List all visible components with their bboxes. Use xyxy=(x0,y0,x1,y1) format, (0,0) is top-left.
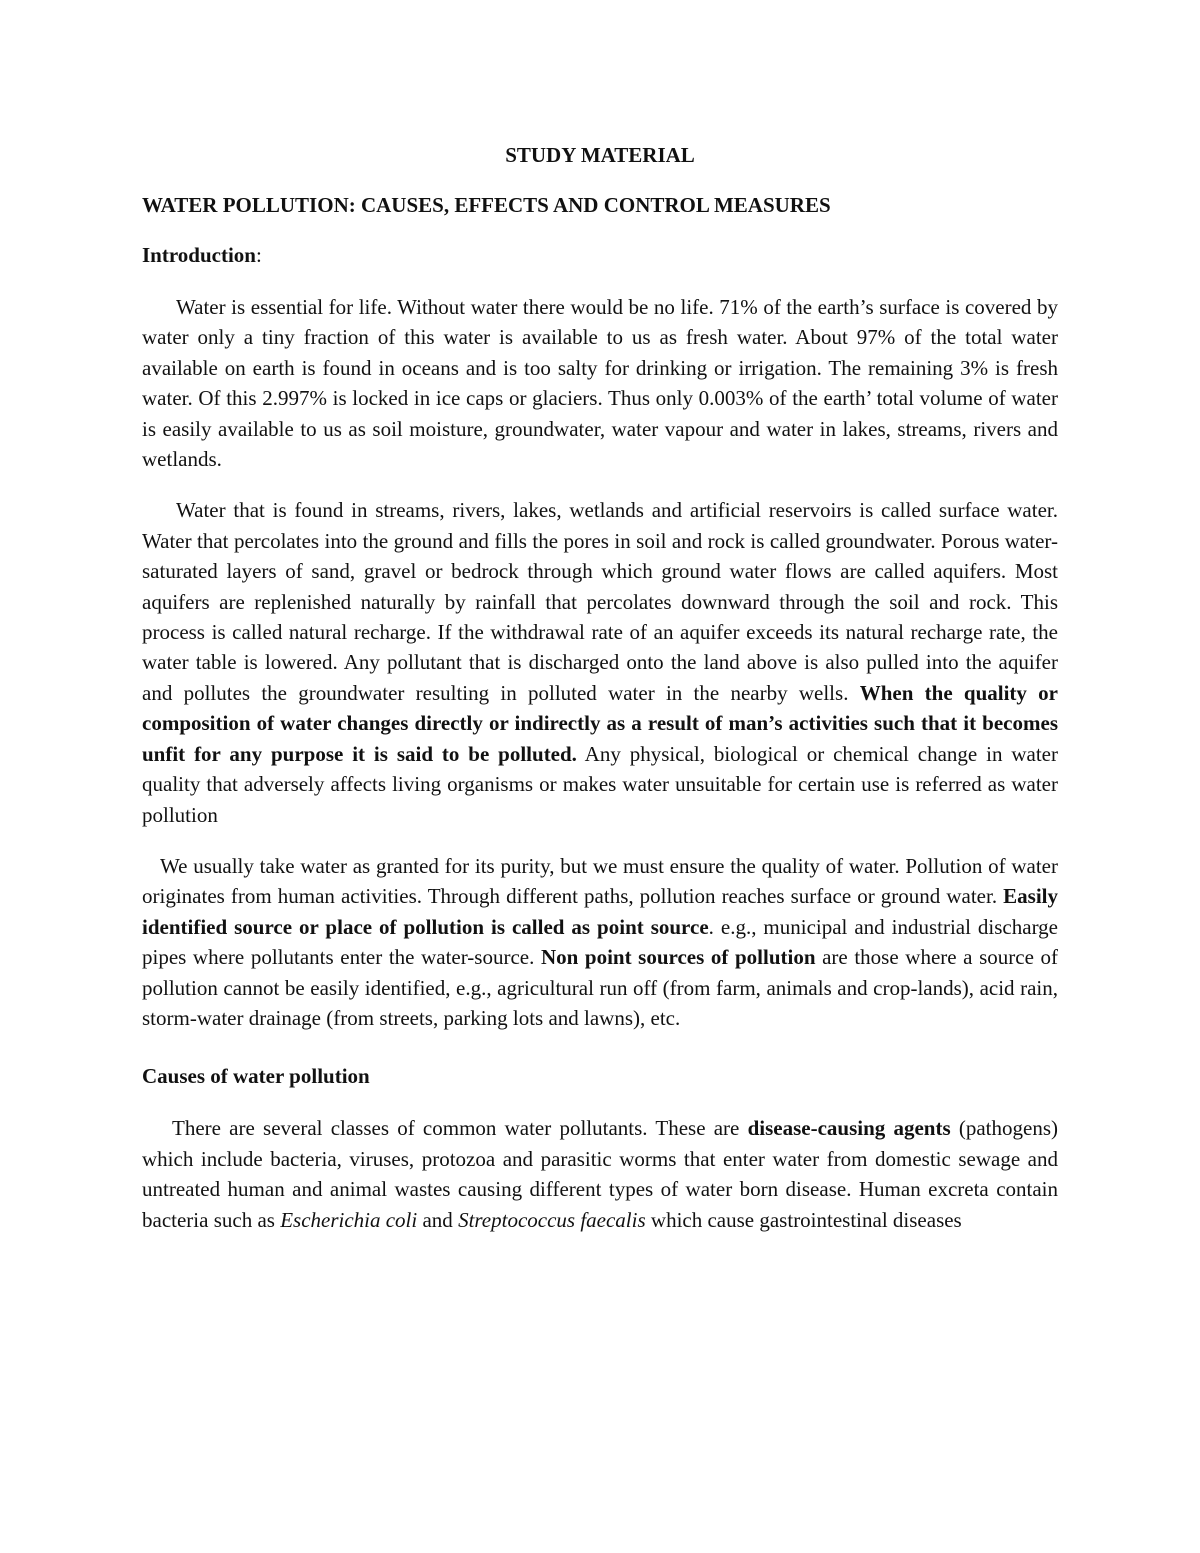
para3-bold-non-point-source: Non point sources of pollution xyxy=(540,945,816,970)
para4-text-b: (pathogens) which include bacteria, viruses, protozoa and parasitic worms that enter water from domestic sewage and untreated human and animal wastes causing different types of water born disease. Human excreta contain bacteria such as xyxy=(142,1116,1058,1232)
document-page xyxy=(142,140,1058,1235)
para3-text-b: . e.g., municipal and industrial discharge pipes where pollutants enter the water-source. xyxy=(142,914,1058,970)
para4-italic-ecoli: Escherichia coli xyxy=(280,1207,418,1232)
para4-text-c: and xyxy=(417,1207,459,1232)
para3-text-c: are those where a source of pollution cannot be easily identified, e.g., agricultural run off (from farm, animals and crop-lands), acid rain, storm-water drainage (from streets, parking lots and lawns), etc. xyxy=(142,945,1058,1030)
introduction-heading-colon: : xyxy=(255,243,262,267)
causes-paragraph-1 xyxy=(142,1113,1058,1235)
para4-bold-agents: disease-causing agents xyxy=(747,1116,951,1141)
para4-italic-streptococcus: Streptococcus faecalis xyxy=(458,1207,646,1232)
para2-bold-definition: When the quality or composition of water changes directly or indirectly as a result of man’s activities such that it becomes unfit for any purpose it is said to be polluted. xyxy=(142,680,1058,766)
document-title: STUDY MATERIAL xyxy=(505,143,695,167)
introduction-paragraph-3 xyxy=(142,851,1058,1033)
para4-text-d: which cause gastrointestinal diseases xyxy=(645,1207,962,1232)
introduction-paragraph-1: Water is essential for life. Without water there would be no life. 71% of the earth’s surface is covered by water only a tiny fraction of this water is available to us as fresh water. About 97% of the total water available on earth is found in oceans and is too salty for drinking or irrigation. The remaining 3% is fresh water. Of this 2.997% is locked in ice caps or glaciers. Thus only 0.003% of the earth’ total volume of water is easily available to us as soil moisture, groundwater, water vapour and water in lakes, streams, rivers and wetlands. xyxy=(142,295,1058,472)
para4-text-a: There are several classes of common water pollutants. These are xyxy=(172,1116,748,1141)
introduction-paragraph-2 xyxy=(142,495,1058,829)
introduction-heading xyxy=(142,240,1058,270)
para2-text-b: Any physical, biological or chemical change in water quality that adversely affects living organisms or makes water unsuitable for certain use is referred as water pollution xyxy=(142,741,1058,827)
introduction-heading-text: Introduction xyxy=(142,243,256,267)
para2-text-a: Water that is found in streams, rivers, lakes, wetlands and artificial reservoirs is called surface water. Water that percolates into the ground and fills the pores in soil and rock is called groundwater. Porous water-saturated layers of sand, gravel or bedrock through which ground water flows are called aquifers. Most aquifers are replenished naturally by rainfall that percolates downward through the soil and rock. This process is called natural recharge. If the withdrawal rate of an aquifer exceeds its natural recharge rate, the water table is lowered. Any pollutant that is discharged onto the land above is also pulled into the aquifer and pollutes the groundwater resulting in polluted water in the nearby wells. xyxy=(142,498,1058,705)
causes-heading: Causes of water pollution xyxy=(142,1064,370,1089)
para3-bold-point-source: Easily identified source or place of pollution is called as point source xyxy=(142,884,1058,939)
para3-text-a: We usually take water as granted for its purity, but we must ensure the quality of water. Pollution of water originates from human activities. Through different paths, pollution reaches surface or ground water. xyxy=(142,853,1058,909)
document-subtitle: WATER POLLUTION: CAUSES, EFFECTS AND CONTROL MEASURES xyxy=(142,193,831,217)
